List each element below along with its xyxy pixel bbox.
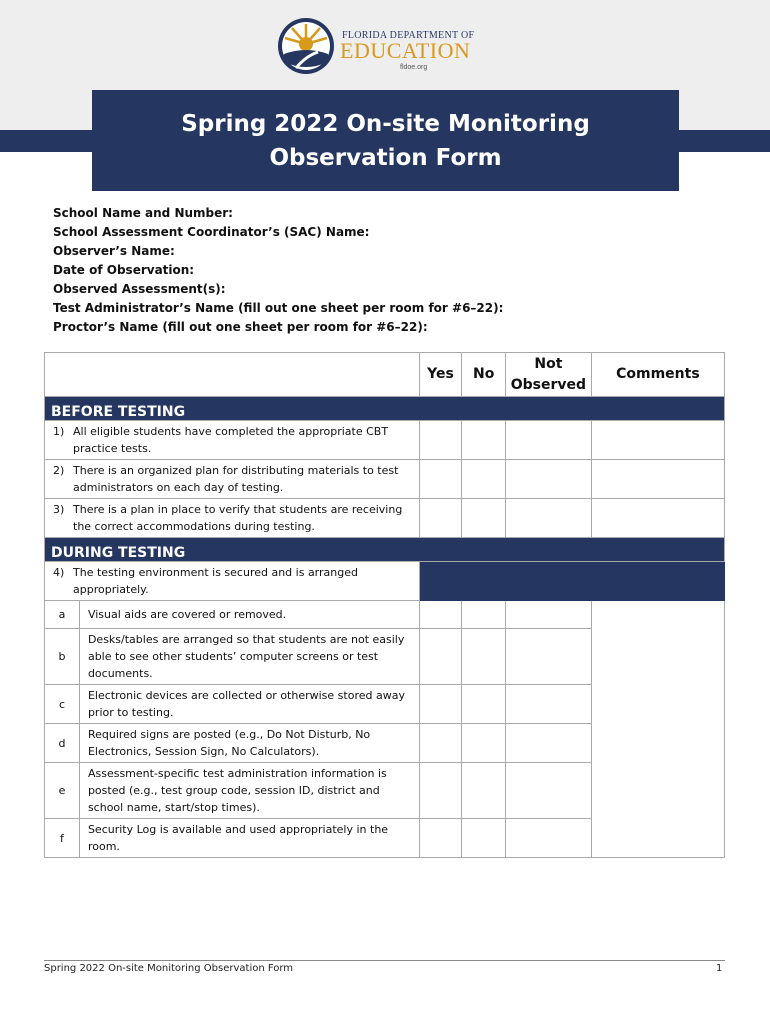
field-date: Date of Observation: bbox=[53, 263, 195, 277]
col-no: No bbox=[462, 353, 506, 397]
no-checkbox[interactable] bbox=[462, 763, 506, 819]
subitem-letter: f bbox=[45, 819, 80, 858]
subitem-text: Visual aids are covered or removed. bbox=[79, 601, 419, 629]
not-observed-checkbox[interactable] bbox=[505, 421, 591, 460]
comments-field[interactable] bbox=[591, 601, 724, 858]
yes-checkbox[interactable] bbox=[419, 460, 462, 499]
page-number: 1 bbox=[716, 963, 723, 974]
no-checkbox[interactable] bbox=[462, 724, 506, 763]
item-number: 2) bbox=[53, 464, 65, 477]
yes-checkbox[interactable] bbox=[419, 819, 462, 858]
fldoe-logo bbox=[276, 16, 475, 76]
not-observed-checkbox[interactable] bbox=[505, 629, 591, 685]
subitem-text: Electronic devices are collected or otherwise stored away prior to testing. bbox=[79, 685, 419, 724]
logo-line2: EDUCATION bbox=[340, 38, 471, 63]
yes-checkbox[interactable] bbox=[419, 499, 462, 538]
col-comments: Comments bbox=[591, 353, 724, 397]
section-during-testing bbox=[45, 538, 725, 562]
footer-title: Spring 2022 On-site Monitoring Observation Form bbox=[44, 963, 294, 974]
form-title: Spring 2022 On-site Monitoring Observation Form bbox=[181, 110, 590, 171]
item-text: All eligible students have completed the appropriate CBT practice tests. bbox=[73, 425, 389, 455]
item-number: 4) bbox=[53, 566, 65, 579]
item-text: There is a plan in place to verify that students are receiving the correct accommodations during testing. bbox=[73, 503, 403, 533]
item-number: 3) bbox=[53, 503, 65, 516]
footer-divider bbox=[44, 960, 725, 961]
subitem-letter: b bbox=[45, 629, 80, 685]
section-heading: DURING TESTING bbox=[45, 538, 725, 562]
subitem-letter: a bbox=[45, 601, 80, 629]
col-not-observed: Not Observed bbox=[505, 353, 591, 397]
yes-checkbox[interactable] bbox=[419, 629, 462, 685]
yes-checkbox[interactable] bbox=[419, 763, 462, 819]
logo-tagline: fldoe.org bbox=[400, 64, 428, 71]
header-blank bbox=[45, 353, 420, 397]
subitem-letter: e bbox=[45, 763, 80, 819]
field-school-name: School Name and Number: bbox=[53, 206, 233, 220]
not-observed-checkbox[interactable] bbox=[505, 685, 591, 724]
subitem-text: Desks/tables are arranged so that students are not easily able to see other students’ computer screens or test documents. bbox=[79, 629, 419, 685]
no-checkbox[interactable] bbox=[462, 629, 506, 685]
header-fields bbox=[53, 204, 503, 337]
yes-checkbox[interactable] bbox=[419, 601, 462, 629]
not-observed-checkbox[interactable] bbox=[505, 601, 591, 629]
not-observed-checkbox[interactable] bbox=[505, 499, 591, 538]
subitem-letter: c bbox=[45, 685, 80, 724]
form-title-banner bbox=[92, 90, 679, 191]
section-heading: BEFORE TESTING bbox=[45, 397, 725, 421]
table-row bbox=[45, 499, 725, 538]
table-row bbox=[45, 421, 725, 460]
no-checkbox[interactable] bbox=[462, 421, 506, 460]
header-accent-right bbox=[678, 130, 770, 152]
not-observed-checkbox[interactable] bbox=[505, 724, 591, 763]
field-test-administrator: Test Administrator’s Name (fill out one sheet per room for #6–22): bbox=[53, 301, 504, 315]
item-text: The testing environment is secured and is arranged appropriately. bbox=[73, 566, 358, 596]
table-row bbox=[45, 460, 725, 499]
table-row bbox=[45, 562, 725, 601]
header-accent-left bbox=[0, 130, 92, 152]
yes-checkbox[interactable] bbox=[419, 724, 462, 763]
subitem-text: Required signs are posted (e.g., Do Not Disturb, No Electronics, Session Sign, No Calculators). bbox=[79, 724, 419, 763]
no-checkbox[interactable] bbox=[462, 685, 506, 724]
comments-field[interactable] bbox=[591, 460, 724, 499]
sunburst-emblem-icon bbox=[276, 16, 336, 76]
col-yes: Yes bbox=[419, 353, 462, 397]
item-number: 1) bbox=[53, 425, 65, 438]
table-row bbox=[45, 601, 725, 629]
subitem-text: Security Log is available and used appropriately in the room. bbox=[79, 819, 419, 858]
field-sac-name: School Assessment Coordinator’s (SAC) Name: bbox=[53, 225, 370, 239]
logo-line1: FLORIDA DEPARTMENT OF bbox=[342, 30, 475, 41]
shaded-cell bbox=[419, 562, 724, 601]
not-observed-checkbox[interactable] bbox=[505, 763, 591, 819]
subitem-letter: d bbox=[45, 724, 80, 763]
table-header-row bbox=[45, 353, 725, 397]
comments-field[interactable] bbox=[591, 499, 724, 538]
field-assessments: Observed Assessment(s): bbox=[53, 282, 226, 296]
yes-checkbox[interactable] bbox=[419, 421, 462, 460]
no-checkbox[interactable] bbox=[462, 499, 506, 538]
item-text: There is an organized plan for distributing materials to test administrators on each day of testing. bbox=[73, 464, 399, 494]
observation-table bbox=[44, 352, 725, 858]
no-checkbox[interactable] bbox=[462, 819, 506, 858]
no-checkbox[interactable] bbox=[462, 601, 506, 629]
field-proctor: Proctor’s Name (fill out one sheet per room for #6–22): bbox=[53, 320, 428, 334]
field-observer-name: Observer’s Name: bbox=[53, 244, 175, 258]
no-checkbox[interactable] bbox=[462, 460, 506, 499]
section-before-testing bbox=[45, 397, 725, 421]
yes-checkbox[interactable] bbox=[419, 685, 462, 724]
comments-field[interactable] bbox=[591, 421, 724, 460]
not-observed-checkbox[interactable] bbox=[505, 819, 591, 858]
not-observed-checkbox[interactable] bbox=[505, 460, 591, 499]
subitem-text: Assessment-specific test administration information is posted (e.g., test group code, session ID, district and school name, start/stop times). bbox=[79, 763, 419, 819]
